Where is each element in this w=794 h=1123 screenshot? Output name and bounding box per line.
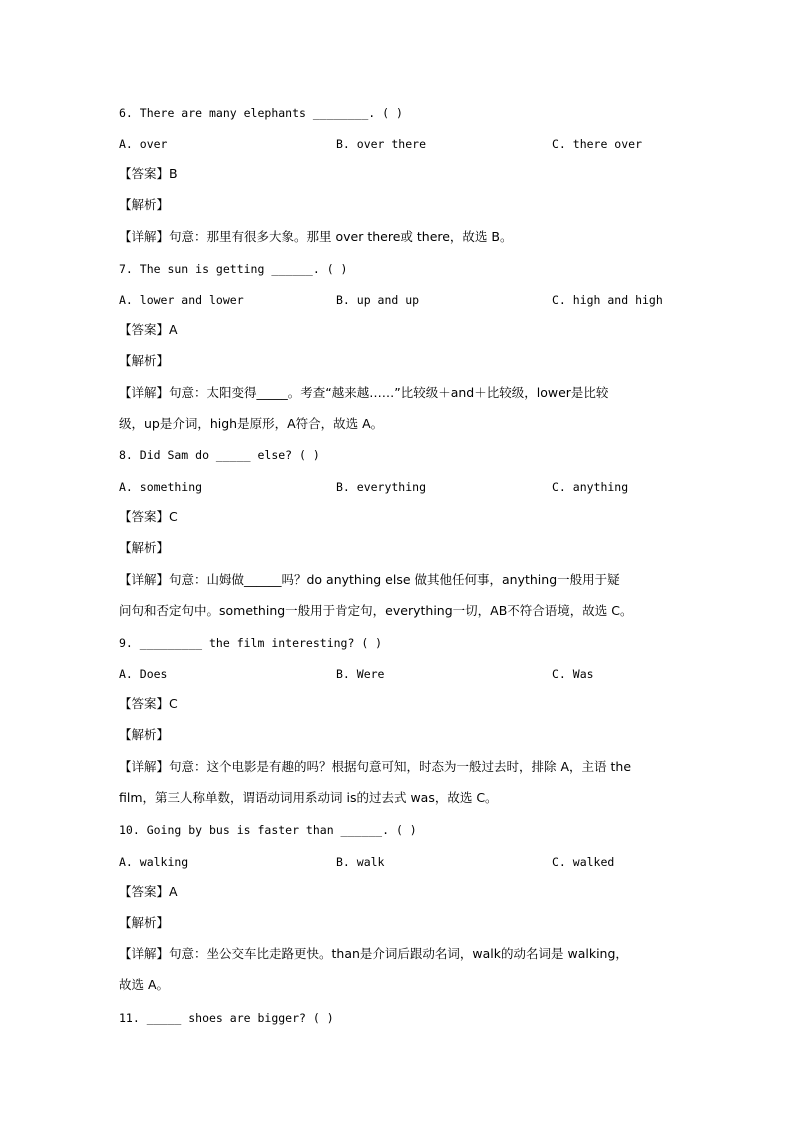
question-10-analysis: 【解析】 (119, 915, 170, 930)
question-7-answer: 【答案】A (119, 322, 178, 337)
question-6-detail-line-1: 【详解】句意：那里有很多大象。那里 over there或 there，故选 B。 (119, 229, 513, 244)
question-6-option-b: B. over there (336, 137, 427, 151)
question-6-option-c: C. there over (552, 137, 643, 151)
question-7-stem: 7. The sun is getting ______. ( ) (119, 262, 348, 276)
question-7-analysis: 【解析】 (119, 353, 170, 368)
question-9-option-a: A. Does (119, 667, 168, 681)
question-6-analysis: 【解析】 (119, 197, 170, 212)
question-8-detail-line-2: 问句和否定句中。something一般用于肯定句，everything一切，AB不符合语境，故选 C。 (119, 603, 633, 618)
question-10-stem: 10. Going by bus is faster than ______. ( ) (119, 823, 417, 837)
question-8-detail-line-1: 【详解】句意：山姆做______吗？do anything else 做其他任何事，anything一般用于疑 (119, 572, 620, 587)
question-10-option-c: C. walked (552, 855, 615, 869)
question-10-detail-line-1: 【详解】句意：坐公交车比走路更快。than是介词后跟动名词，walk的动名词是 walking， (119, 946, 628, 961)
question-9-stem: 9. _________ the film interesting? ( ) (119, 636, 383, 650)
question-9-option-b: B. Were (336, 667, 385, 681)
question-7-option-c: C. high and high (552, 293, 663, 307)
question-10-option-a: A. walking (119, 855, 189, 869)
question-8-option-a: A. something (119, 480, 203, 494)
question-8-option-b: B. everything (336, 480, 427, 494)
question-9-option-c: C. Was (552, 667, 594, 681)
question-10-answer: 【答案】A (119, 884, 178, 899)
question-10-option-b: B. walk (336, 855, 385, 869)
question-8-analysis: 【解析】 (119, 540, 170, 555)
question-11-stem: 11. _____ shoes are bigger? ( ) (119, 1011, 334, 1025)
question-7-detail-line-1: 【详解】句意：太阳变得_____。考查“越来越……”比较级＋and＋比较级，lower是比较 (119, 385, 609, 400)
question-9-answer: 【答案】C (119, 696, 178, 711)
question-6-option-a: A. over (119, 137, 168, 151)
question-6-stem: 6. There are many elephants ________. ( ) (119, 106, 403, 120)
question-7-option-a: A. lower and lower (119, 293, 244, 307)
question-6-answer: 【答案】B (119, 166, 178, 181)
question-10-detail-line-2: 故选 A。 (119, 977, 170, 992)
question-8-option-c: C. anything (552, 480, 629, 494)
question-7-option-b: B. up and up (336, 293, 420, 307)
question-9-analysis: 【解析】 (119, 727, 170, 742)
question-9-detail-line-2: film，第三人称单数，谓语动词用系动词 is的过去式 was，故选 C。 (119, 790, 498, 805)
question-7-detail-line-2: 级，up是介词，high是原形，A符合，故选 A。 (119, 416, 384, 431)
question-9-detail-line-1: 【详解】句意：这个电影是有趣的吗？根据句意可知，时态为一般过去时，排除 A，主语 the (119, 759, 632, 774)
question-8-answer: 【答案】C (119, 509, 178, 524)
question-8-stem: 8. Did Sam do _____ else? ( ) (119, 448, 320, 462)
